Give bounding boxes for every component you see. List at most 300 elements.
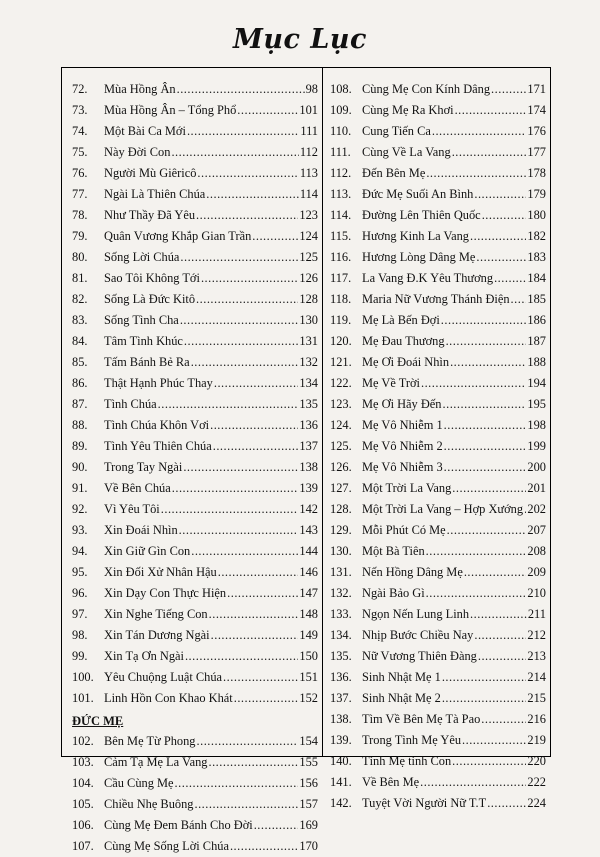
entry-title: Mùa Hồng Ân – Tổng Phổ: [104, 103, 237, 117]
entry-number: 104.: [72, 776, 94, 790]
entry-title: Mẹ Là Bến Đợi: [362, 313, 440, 327]
entry-page: 178: [527, 166, 546, 180]
dot-leader: [237, 100, 298, 121]
toc-entry: [330, 310, 546, 331]
dot-leader: [470, 226, 526, 247]
toc-entry: [72, 583, 318, 604]
entry-title: Mẹ Vô Nhiễm 3: [362, 460, 443, 474]
dot-leader: [444, 415, 527, 436]
entry-number: 116.: [330, 250, 352, 264]
dot-leader: [450, 352, 526, 373]
dot-leader: [482, 205, 527, 226]
toc-entry: [72, 289, 318, 310]
entry-number: 102.: [72, 734, 94, 748]
column-divider: [322, 68, 323, 756]
entry-page: 182: [527, 229, 546, 243]
entry-page: 213: [527, 649, 546, 663]
dot-leader: [432, 121, 527, 142]
dot-leader: [487, 793, 526, 814]
entry-number: 140.: [330, 754, 352, 768]
dot-leader: [184, 331, 298, 352]
toc-entry: [330, 772, 546, 793]
entry-title: Hương Lòng Dâng Mẹ: [362, 250, 476, 264]
toc-entry: [330, 121, 546, 142]
toc-entry: [72, 226, 318, 247]
entry-number: 87.: [72, 397, 88, 411]
entry-number: 128.: [330, 502, 352, 516]
entry-page: 183: [527, 250, 546, 264]
entry-number: 111.: [330, 145, 351, 159]
entry-number: 126.: [330, 460, 352, 474]
entry-number: 107.: [72, 839, 94, 853]
dot-leader: [455, 100, 527, 121]
entry-number: 129.: [330, 523, 352, 537]
toc-entry: [330, 289, 546, 310]
dot-leader: [161, 499, 299, 520]
entry-page: 179: [527, 187, 546, 201]
entry-title: Sống Lời Chúa: [104, 250, 180, 264]
dot-leader: [196, 205, 298, 226]
entry-page: 148: [299, 607, 318, 621]
entry-title: Cùng Mẹ Sống Lời Chúa: [104, 839, 229, 853]
entry-page: 143: [299, 523, 318, 537]
entry-number: 138.: [330, 712, 352, 726]
entry-title: Xin Dạy Con Thực Hiện: [104, 586, 227, 600]
entry-title: Tình Chúa: [104, 397, 157, 411]
dot-leader: [524, 499, 526, 520]
entry-page: 98: [305, 82, 318, 96]
entry-page: 174: [527, 103, 546, 117]
toc-table: [61, 67, 551, 853]
entry-page: 125: [299, 250, 318, 264]
entry-title: Một Trời La Vang: [362, 481, 452, 495]
entry-page: 212: [527, 628, 546, 642]
dot-leader: [462, 730, 526, 751]
dot-leader: [234, 688, 299, 709]
dot-leader: [481, 709, 526, 730]
entry-title: Cung Tiến Ca: [362, 124, 431, 138]
dot-leader: [223, 667, 298, 688]
entry-title: Thật Hạnh Phúc Thay: [104, 376, 213, 390]
entry-page: 201: [527, 481, 546, 495]
entry-page: 135: [299, 397, 318, 411]
toc-entry: [72, 731, 318, 752]
entry-number: 72.: [72, 82, 88, 96]
dot-leader: [426, 541, 527, 562]
entry-title: Cảm Tạ Mẹ La Vang: [104, 755, 208, 769]
toc-entry: [72, 646, 318, 667]
dot-leader: [196, 289, 298, 310]
entry-title: Mẹ Vô Nhiễm 2: [362, 439, 443, 453]
entry-number: 90.: [72, 460, 88, 474]
toc-entry: [330, 142, 546, 163]
dot-leader: [421, 373, 526, 394]
entry-number: 86.: [72, 376, 88, 390]
dot-leader: [478, 646, 527, 667]
entry-number: 142.: [330, 796, 352, 810]
entry-title: Xin Đối Xử Nhân Hậu: [104, 565, 217, 579]
entry-title: Mùa Hồng Ân: [104, 82, 176, 96]
toc-entry: [72, 268, 318, 289]
entry-title: Xin Tạ Ơn Ngài: [104, 649, 184, 663]
entry-page: 139: [299, 481, 318, 495]
entry-page: 219: [527, 733, 546, 747]
toc-entry: [330, 625, 546, 646]
entry-page: 157: [299, 797, 318, 811]
dot-leader: [474, 184, 526, 205]
entry-title: Ngọn Nến Lung Linh: [362, 607, 470, 621]
section-heading: ĐỨC MẸ: [72, 714, 124, 728]
entry-page: 154: [299, 734, 318, 748]
entry-title: Cầu Cùng Mẹ: [104, 776, 174, 790]
toc-entry: [330, 709, 546, 730]
toc-entry: [72, 499, 318, 520]
entry-title: Quân Vương Khắp Gian Trần: [104, 229, 252, 243]
toc-entry: [330, 604, 546, 625]
entry-title: Cùng Về La Vang: [362, 145, 451, 159]
entry-page: 130: [299, 313, 318, 327]
dot-leader: [206, 184, 299, 205]
toc-entry: [330, 394, 546, 415]
entry-number: 98.: [72, 628, 88, 642]
entry-number: 94.: [72, 544, 88, 558]
entry-number: 89.: [72, 439, 88, 453]
toc-entry: [72, 310, 318, 331]
dot-leader: [185, 646, 298, 667]
toc-entry: [72, 247, 318, 268]
entry-page: 209: [527, 565, 546, 579]
entry-title: Xin Nghe Tiếng Con: [104, 607, 208, 621]
dot-leader: [442, 667, 527, 688]
entry-number: 134.: [330, 628, 352, 642]
dot-leader: [426, 583, 527, 604]
entry-page: 132: [299, 355, 318, 369]
entry-number: 101.: [72, 691, 94, 705]
entry-page: 111: [300, 124, 318, 138]
toc-entry: [330, 352, 546, 373]
entry-title: Sinh Nhật Mẹ 1: [362, 670, 441, 684]
entry-page: 176: [527, 124, 546, 138]
entry-number: 131.: [330, 565, 352, 579]
dot-leader: [452, 142, 527, 163]
entry-title: Mẹ Về Trời: [362, 376, 420, 390]
toc-entry: [72, 184, 318, 205]
dot-leader: [494, 268, 526, 289]
entry-page: 222: [527, 775, 546, 789]
dot-leader: [446, 331, 527, 352]
toc-entry: [330, 331, 546, 352]
entry-number: 109.: [330, 103, 352, 117]
dot-leader: [208, 752, 298, 773]
dot-leader: [252, 226, 298, 247]
entry-title: Tâm Tình Khúc: [104, 334, 183, 348]
toc-entry: [72, 604, 318, 625]
entry-page: 202: [527, 502, 546, 516]
toc-entry: [72, 436, 318, 457]
toc-entry: [330, 226, 546, 247]
dot-leader: [180, 310, 299, 331]
dot-leader: [464, 562, 527, 583]
toc-entry: [330, 415, 546, 436]
entry-title: Mẹ Đau Thương: [362, 334, 445, 348]
entry-page: 138: [299, 460, 318, 474]
toc-entry: [72, 625, 318, 646]
entry-number: 93.: [72, 523, 88, 537]
entry-page: 214: [527, 670, 546, 684]
entry-number: 105.: [72, 797, 94, 811]
entry-number: 96.: [72, 586, 88, 600]
toc-entry: [72, 478, 318, 499]
entry-page: 210: [527, 586, 546, 600]
toc-entry: [330, 646, 546, 667]
entry-page: 215: [527, 691, 546, 705]
entry-page: 152: [299, 691, 318, 705]
toc-right-column: [330, 79, 546, 814]
entry-number: 124.: [330, 418, 352, 432]
entry-title: Ngài Là Thiên Chúa: [104, 187, 206, 201]
toc-entry: [330, 436, 546, 457]
entry-page: 128: [299, 292, 318, 306]
entry-number: 73.: [72, 103, 88, 117]
toc-entry: [72, 836, 318, 857]
entry-page: 134: [299, 376, 318, 390]
toc-entry: [330, 520, 546, 541]
entry-number: 108.: [330, 82, 352, 96]
toc-entry: [330, 541, 546, 562]
dot-leader: [491, 79, 526, 100]
entry-page: 194: [527, 376, 546, 390]
dot-leader: [442, 688, 527, 709]
dot-leader: [452, 751, 526, 772]
entry-title: Tìm Về Bên Mẹ Tà Pao: [362, 712, 481, 726]
entry-title: Đến Bên Mẹ: [362, 166, 426, 180]
entry-number: 121.: [330, 355, 352, 369]
toc-entry: [330, 205, 546, 226]
entry-number: 99.: [72, 649, 88, 663]
entry-number: 76.: [72, 166, 88, 180]
page-title: Mục Lục: [233, 24, 367, 55]
toc-entry: [72, 815, 318, 836]
entry-page: 224: [527, 796, 546, 810]
dot-leader: [197, 163, 298, 184]
toc-entry: [72, 121, 318, 142]
entry-page: 123: [299, 208, 318, 222]
toc-entry: [330, 247, 546, 268]
entry-page: 207: [527, 523, 546, 537]
entry-page: 147: [299, 586, 318, 600]
entry-title: Sống Tình Cha: [104, 313, 179, 327]
entry-title: Mỗi Phút Có Mẹ: [362, 523, 446, 537]
dot-leader: [474, 625, 526, 646]
entry-title: Tình Mẹ tình Con: [362, 754, 452, 768]
entry-number: 92.: [72, 502, 88, 516]
toc-entry: [330, 583, 546, 604]
toc-entry: [330, 184, 546, 205]
entry-number: 75.: [72, 145, 88, 159]
dot-leader: [213, 436, 299, 457]
entry-number: 84.: [72, 334, 88, 348]
entry-number: 91.: [72, 481, 88, 495]
entry-page: 169: [299, 818, 318, 832]
entry-number: 137.: [330, 691, 352, 705]
dot-leader: [194, 794, 298, 815]
dot-leader: [183, 457, 298, 478]
entry-number: 83.: [72, 313, 88, 327]
entry-number: 123.: [330, 397, 352, 411]
entry-title: Đức Mẹ Suối An Bình: [362, 187, 474, 201]
entry-number: 95.: [72, 565, 88, 579]
entry-page: 195: [527, 397, 546, 411]
dot-leader: [227, 583, 298, 604]
toc-entry: [330, 457, 546, 478]
toc-entry: [330, 478, 546, 499]
entry-page: 114: [299, 187, 318, 201]
entry-title: Nữ Vương Thiên Đàng: [362, 649, 477, 663]
dot-leader: [452, 478, 526, 499]
dot-leader: [214, 373, 299, 394]
toc-entry: [72, 331, 318, 352]
entry-title: Yêu Chuộng Luật Chúa: [104, 670, 223, 684]
dot-leader: [444, 436, 527, 457]
toc-entry: [330, 667, 546, 688]
entry-page: 146: [299, 565, 318, 579]
entry-number: 136.: [330, 670, 352, 684]
dot-leader: [191, 352, 299, 373]
dot-leader: [447, 520, 527, 541]
entry-number: 103.: [72, 755, 94, 769]
entry-title: Về Bên Chúa: [104, 481, 171, 495]
toc-entry: [72, 541, 318, 562]
entry-number: 118.: [330, 292, 352, 306]
entry-page: 113: [299, 166, 318, 180]
entry-number: 114.: [330, 208, 352, 222]
entry-title: Nến Hồng Dâng Mẹ: [362, 565, 463, 579]
entry-number: 78.: [72, 208, 88, 222]
dot-leader: [179, 520, 299, 541]
entry-page: 142: [299, 502, 318, 516]
entry-page: 155: [299, 755, 318, 769]
dot-leader: [197, 731, 299, 752]
entry-title: Một Bài Ca Mới: [104, 124, 186, 138]
entry-title: Mẹ Ơi Hãy Đến: [362, 397, 442, 411]
toc-entry: [72, 794, 318, 815]
entry-page: 208: [527, 544, 546, 558]
toc-entry: [330, 163, 546, 184]
entry-number: 80.: [72, 250, 88, 264]
entry-page: 151: [299, 670, 318, 684]
entry-title: Mẹ Ơi Đoái Nhìn: [362, 355, 450, 369]
dot-leader: [209, 604, 299, 625]
entry-title: La Vang Đ.K Yêu Thương: [362, 271, 494, 285]
entry-page: 101: [299, 103, 318, 117]
entry-page: 136: [299, 418, 318, 432]
entry-title: Mẹ Vô Nhiễm 1: [362, 418, 443, 432]
dot-leader: [191, 541, 298, 562]
entry-title: Này Đời Con: [104, 145, 171, 159]
entry-title: Cùng Mẹ Con Kính Dâng: [362, 82, 491, 96]
entry-title: Tình Chúa Khôn Vơi: [104, 418, 210, 432]
toc-entry: [72, 163, 318, 184]
entry-title: Người Mù Giêricô: [104, 166, 197, 180]
entry-title: Như Thầy Đã Yêu: [104, 208, 196, 222]
dot-leader: [230, 836, 298, 857]
toc-entry: [72, 562, 318, 583]
entry-title: Tấm Bánh Bẻ Ra: [104, 355, 190, 369]
entry-page: 156: [299, 776, 318, 790]
toc-left-column: [72, 79, 318, 857]
entry-title: Trong Tay Ngài: [104, 460, 183, 474]
entry-number: 130.: [330, 544, 352, 558]
entry-title: Nhịp Bước Chiều Nay: [362, 628, 474, 642]
entry-number: 85.: [72, 355, 88, 369]
entry-number: 113.: [330, 187, 352, 201]
entry-number: 110.: [330, 124, 352, 138]
toc-entry: [330, 730, 546, 751]
toc-entry: [72, 520, 318, 541]
dot-leader: [470, 604, 527, 625]
entry-number: 88.: [72, 418, 88, 432]
dot-leader: [511, 289, 527, 310]
entry-number: 106.: [72, 818, 94, 832]
toc-entry: [330, 688, 546, 709]
entry-page: 137: [299, 439, 318, 453]
entry-page: 199: [527, 439, 546, 453]
entry-title: Tình Yêu Thiên Chúa: [104, 439, 212, 453]
entry-number: 139.: [330, 733, 352, 747]
dot-leader: [172, 478, 299, 499]
dot-leader: [201, 268, 298, 289]
entry-title: Ngài Bảo Gì: [362, 586, 425, 600]
entry-number: 74.: [72, 124, 88, 138]
entry-number: 112.: [330, 166, 352, 180]
entry-title: Sống Là Đức Kitô: [104, 292, 196, 306]
entry-page: 170: [299, 839, 318, 853]
entry-title: Tuyệt Vời Người Nữ T.T: [362, 796, 487, 810]
entry-number: 100.: [72, 670, 94, 684]
entry-number: 120.: [330, 334, 352, 348]
dot-leader: [218, 562, 299, 583]
entry-number: 79.: [72, 229, 88, 243]
dot-leader: [444, 457, 527, 478]
dot-leader: [210, 415, 298, 436]
toc-entry: [72, 205, 318, 226]
entry-page: 220: [527, 754, 546, 768]
toc-entry: [72, 457, 318, 478]
entry-title: Chiều Nhẹ Buông: [104, 797, 194, 811]
toc-entry: [72, 100, 318, 121]
dot-leader: [211, 625, 299, 646]
entry-number: 122.: [330, 376, 352, 390]
dot-leader: [187, 121, 299, 142]
dot-leader: [177, 79, 305, 100]
entry-title: Cùng Mẹ Đem Bánh Cho Đời: [104, 818, 253, 832]
entry-page: 171: [527, 82, 546, 96]
toc-entry: [72, 688, 318, 709]
entry-page: 188: [527, 355, 546, 369]
entry-number: 132.: [330, 586, 352, 600]
toc-entry: [72, 352, 318, 373]
entry-title: Xin Đoái Nhìn: [104, 523, 178, 537]
entry-number: 97.: [72, 607, 88, 621]
toc-entry: [72, 667, 318, 688]
entry-title: Trong Tình Mẹ Yêu: [362, 733, 462, 747]
toc-entry: [330, 79, 546, 100]
entry-number: 125.: [330, 439, 352, 453]
entry-page: 198: [527, 418, 546, 432]
dot-leader: [171, 142, 298, 163]
toc-entry: [72, 752, 318, 773]
toc-entry: [330, 499, 546, 520]
